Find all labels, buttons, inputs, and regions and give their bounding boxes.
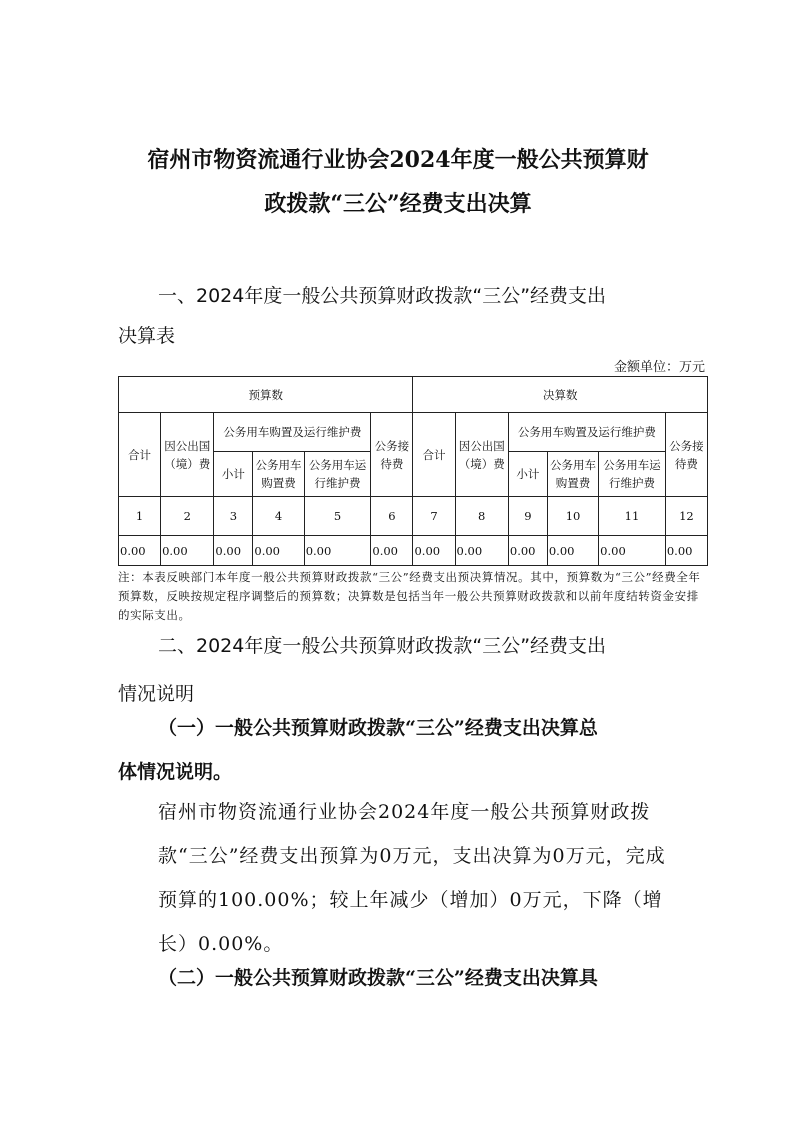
- section-heading-1-line-2: 决算表: [118, 325, 176, 347]
- final-purchase-header: 公务用车购置费: [547, 452, 598, 497]
- section-heading-1: [118, 276, 678, 356]
- budget-vehicle-group-header: 公务用车购置及运行维护费: [214, 413, 371, 452]
- subsection-heading-1-line-2: 体情况说明。: [118, 761, 233, 783]
- section-heading-2: [118, 626, 678, 714]
- overview-paragraph-text: 宿州市物资流通行业协会2024年度一般公共预算财政拨款“三公”经费支出预算为0万元，支出决算为0万元，完成预算的100.00%；较上年减少（增加）0万元，下降（增长）0.00%。: [158, 801, 666, 955]
- index-cell: 12: [665, 497, 707, 536]
- table-footnote: 注：本表反映部门本年度一般公共预算财政拨款“三公”经费支出预决算情况。其中，预算数为“三公”经费全年预算数，反映按规定程序调整后的预算数；决算数是包括当年一般公共预算财政拨款和以前年度结转资金安排的实际支出。: [118, 570, 701, 622]
- document-title: [118, 138, 678, 226]
- index-cell: 6: [371, 497, 413, 536]
- final-subtotal-header: 小计: [508, 452, 547, 497]
- index-cell: 11: [599, 497, 666, 536]
- index-cell: 4: [253, 497, 304, 536]
- index-cell: 9: [508, 497, 547, 536]
- section-heading-1-line-1: 一、2024年度一般公共预算财政拨款“三公”经费支出: [158, 285, 607, 307]
- subsection-heading-2-line-1: （二）一般公共预算财政拨款“三公”经费支出决算具: [158, 967, 598, 989]
- subsection-heading-1-line-1: （一）一般公共预算财政拨款“三公”经费支出决算总: [158, 717, 598, 739]
- amount-unit-label: 金额单位：万元: [613, 360, 705, 375]
- final-total-header: 合计: [413, 413, 455, 497]
- budget-total-header: 合计: [119, 413, 161, 497]
- index-cell: 7: [413, 497, 455, 536]
- value-row: [119, 536, 708, 566]
- index-cell: 3: [214, 497, 253, 536]
- final-reception-header: 公务接待费: [665, 413, 707, 497]
- title-line-1: 宿州市物资流通行业协会2024年度一般公共预算财: [147, 147, 649, 173]
- value-cell: 0.00: [304, 536, 371, 566]
- column-index-row: [119, 497, 708, 536]
- value-cell: 0.00: [371, 536, 413, 566]
- value-cell: 0.00: [161, 536, 214, 566]
- final-abroad-header: 因公出国（境）费: [455, 413, 508, 497]
- overview-paragraph: [118, 790, 678, 966]
- budget-purchase-header: 公务用车购置费: [253, 452, 304, 497]
- final-vehicle-group-header: 公务用车购置及运行维护费: [508, 413, 665, 452]
- title-line-2: 政拨款“三公”经费支出决算: [264, 191, 532, 217]
- budget-abroad-header: 因公出国（境）费: [161, 413, 214, 497]
- budget-reception-header: 公务接待费: [371, 413, 413, 497]
- final-operation-header: 公务用车运行维护费: [599, 452, 666, 497]
- value-cell: 0.00: [253, 536, 304, 566]
- value-cell: 0.00: [599, 536, 666, 566]
- value-cell: 0.00: [455, 536, 508, 566]
- value-cell: 0.00: [508, 536, 547, 566]
- value-cell: 0.00: [547, 536, 598, 566]
- index-cell: 1: [119, 497, 161, 536]
- index-cell: 10: [547, 497, 598, 536]
- final-group-header: 决算数: [413, 377, 708, 413]
- value-cell: 0.00: [119, 536, 161, 566]
- value-cell: 0.00: [214, 536, 253, 566]
- budget-subtotal-header: 小计: [214, 452, 253, 497]
- budget-group-header: 预算数: [119, 377, 413, 413]
- subsection-heading-1: [118, 706, 678, 794]
- section-heading-2-line-2: 情况说明: [118, 683, 195, 705]
- index-cell: 5: [304, 497, 371, 536]
- value-cell: 0.00: [665, 536, 707, 566]
- budget-operation-header: 公务用车运行维护费: [304, 452, 371, 497]
- subsection-heading-2: [118, 956, 678, 1000]
- index-cell: 8: [455, 497, 508, 536]
- value-cell: 0.00: [413, 536, 455, 566]
- index-cell: 2: [161, 497, 214, 536]
- section-heading-2-line-1: 二、2024年度一般公共预算财政拨款“三公”经费支出: [158, 635, 607, 657]
- three-public-expenses-table: [118, 376, 708, 566]
